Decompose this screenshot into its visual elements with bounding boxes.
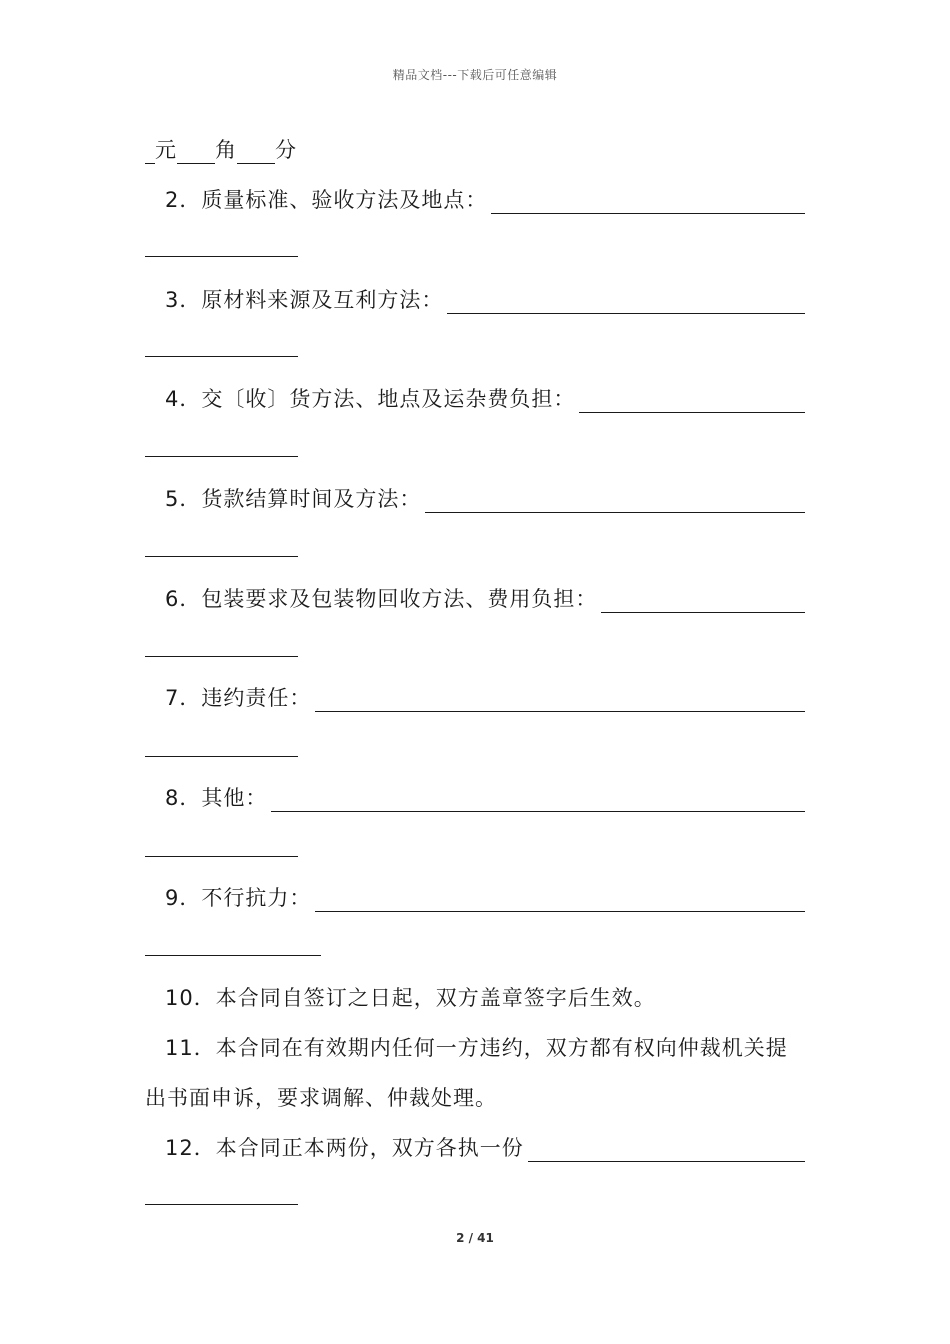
clause-label: 5．货款结算时间及方法：	[165, 487, 422, 511]
currency-jiao: 角	[215, 138, 237, 162]
clause-item	[165, 385, 805, 413]
clause-label: 2．质量标准、验收方法及地点：	[165, 188, 488, 212]
clause-label: 9．不行抗力：	[165, 886, 312, 910]
blank-field	[601, 590, 805, 613]
blank-field	[315, 889, 805, 912]
clause-11-line-1: 11．本合同在有效期内任何一方违约，双方都有权向仲裁机关提	[165, 1036, 788, 1060]
clause-label: 6．包装要求及包装物回收方法、费用负担：	[165, 587, 598, 611]
currency-fen: 分	[275, 138, 297, 162]
blank-field	[271, 789, 805, 812]
clause-label: 7．违约责任：	[165, 686, 312, 710]
clause-item	[165, 186, 805, 214]
clause-label: 4．交〔收〕货方法、地点及运杂费负担：	[165, 387, 576, 411]
blank-field	[425, 490, 805, 513]
blank-field	[491, 191, 805, 214]
blank-field	[315, 689, 805, 712]
clause-item	[165, 286, 805, 314]
currency-line	[145, 136, 297, 164]
clause-12	[165, 1134, 805, 1162]
clause-item	[165, 684, 805, 712]
blank-field	[447, 291, 805, 314]
blank-field-continuation	[145, 456, 298, 457]
blank-field	[145, 141, 155, 164]
blank-field	[177, 141, 215, 164]
blank-field-continuation	[145, 856, 298, 857]
clause-label: 8．其他：	[165, 786, 268, 810]
blank-field	[579, 390, 805, 413]
blank-field-continuation	[145, 955, 321, 956]
currency-yuan: 元	[155, 138, 177, 162]
blank-field-continuation	[145, 656, 298, 657]
page-number: 2 / 41	[456, 1231, 494, 1245]
clause-label: 12．本合同正本两份，双方各执一份	[165, 1136, 524, 1160]
clause-item	[165, 485, 805, 513]
blank-field-continuation	[145, 356, 298, 357]
clause-item	[165, 784, 805, 812]
blank-field-continuation	[145, 756, 298, 757]
clause-11-line-2: 出书面申诉，要求调解、仲裁处理。	[145, 1086, 497, 1110]
clause-item	[165, 585, 805, 613]
clause-item	[165, 884, 805, 912]
blank-field-continuation	[145, 556, 298, 557]
blank-field-continuation	[145, 256, 298, 257]
blank-field	[528, 1139, 805, 1162]
clause-10: 10．本合同自签订之日起，双方盖章签字后生效。	[165, 986, 656, 1010]
blank-field	[237, 141, 275, 164]
clause-label: 3．原材料来源及互利方法：	[165, 288, 444, 312]
blank-field-continuation	[145, 1204, 298, 1205]
page-header: 精品文档---下载后可任意编辑	[392, 68, 558, 82]
